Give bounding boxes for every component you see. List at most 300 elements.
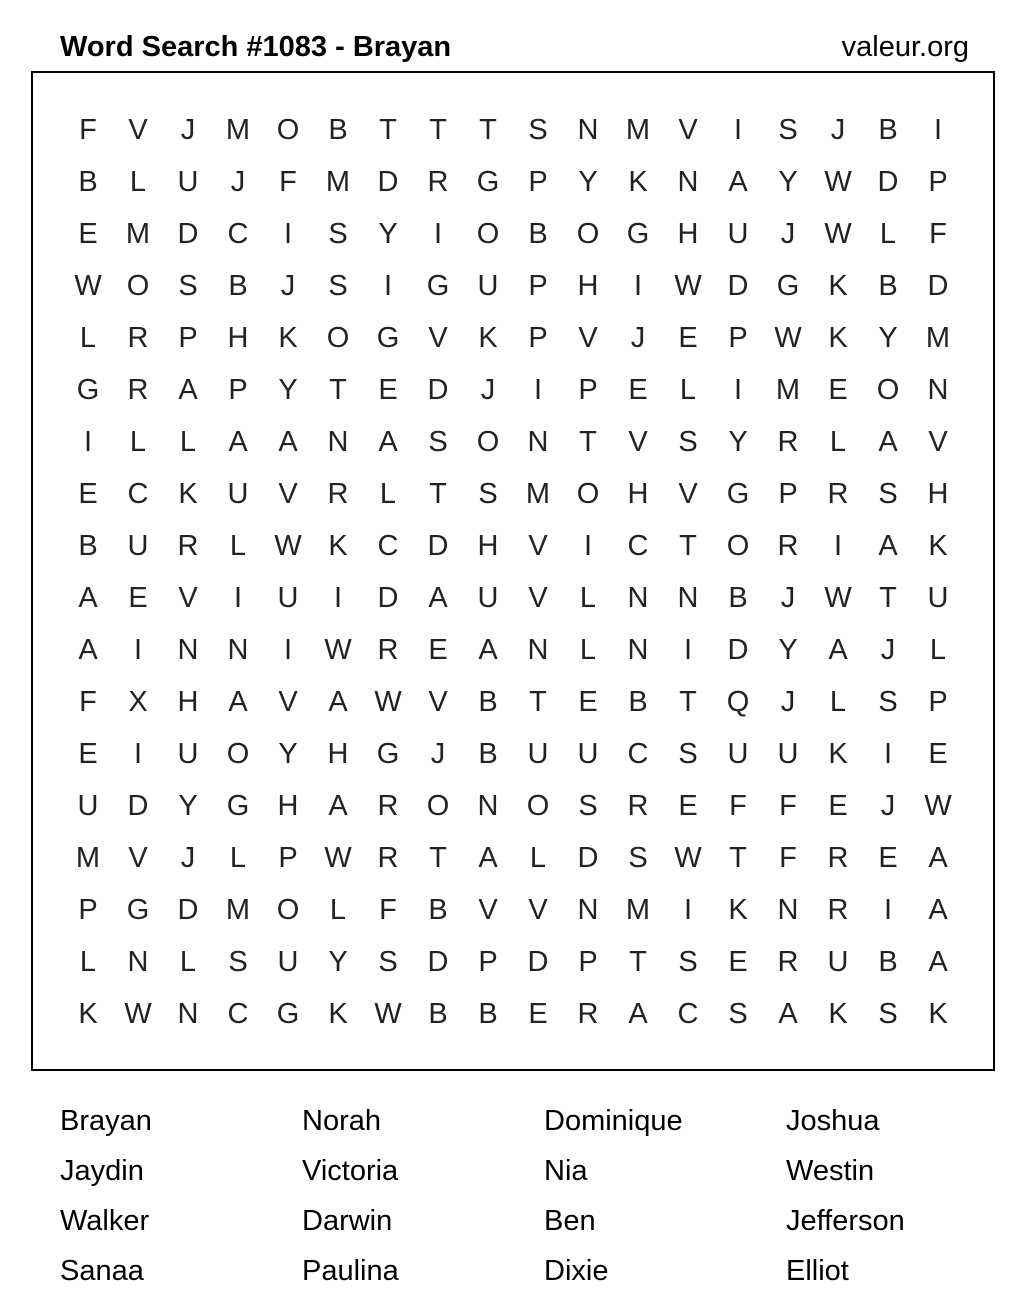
grid-letter[interactable]: X: [128, 686, 148, 718]
grid-letter[interactable]: F: [779, 842, 797, 874]
grid-letter[interactable]: H: [627, 478, 649, 510]
grid-letter[interactable]: V: [528, 894, 548, 926]
grid-letter[interactable]: H: [327, 738, 349, 770]
grid-letter[interactable]: P: [578, 946, 598, 978]
grid-letter[interactable]: S: [528, 114, 548, 146]
grid-letter[interactable]: J: [780, 218, 796, 250]
grid-letter[interactable]: R: [777, 530, 799, 562]
grid-letter[interactable]: U: [227, 478, 249, 510]
grid-letter[interactable]: K: [828, 322, 848, 354]
grid-letter[interactable]: L: [379, 478, 397, 510]
grid-letter[interactable]: T: [629, 946, 647, 978]
grid-letter[interactable]: N: [677, 582, 699, 614]
grid-letter[interactable]: L: [179, 426, 197, 458]
grid-letter[interactable]: S: [678, 426, 698, 458]
grid-letter[interactable]: A: [878, 530, 898, 562]
grid-letter[interactable]: L: [129, 166, 147, 198]
grid-letter[interactable]: A: [778, 998, 798, 1030]
grid-letter[interactable]: U: [577, 738, 599, 770]
grid-letter[interactable]: R: [827, 478, 849, 510]
grid-letter[interactable]: O: [476, 426, 500, 458]
grid-letter[interactable]: N: [577, 894, 599, 926]
grid-letter[interactable]: D: [527, 946, 549, 978]
grid-letter[interactable]: F: [279, 166, 297, 198]
grid-letter[interactable]: G: [726, 478, 750, 510]
grid-letter[interactable]: B: [428, 998, 448, 1030]
grid-letter[interactable]: L: [929, 634, 947, 666]
grid-letter[interactable]: W: [674, 842, 702, 874]
grid-letter[interactable]: M: [125, 218, 151, 250]
grid-letter[interactable]: S: [478, 478, 498, 510]
grid-letter[interactable]: I: [733, 114, 743, 146]
grid-letter[interactable]: D: [427, 530, 449, 562]
grid-letter[interactable]: I: [883, 738, 893, 770]
grid-letter[interactable]: E: [128, 582, 148, 614]
grid-letter[interactable]: V: [428, 322, 448, 354]
grid-letter[interactable]: B: [528, 218, 548, 250]
grid-letter[interactable]: I: [433, 218, 443, 250]
grid-letter[interactable]: O: [876, 374, 900, 406]
grid-letter[interactable]: V: [528, 530, 548, 562]
grid-letter[interactable]: C: [127, 478, 149, 510]
grid-letter[interactable]: W: [824, 166, 852, 198]
grid-letter[interactable]: B: [878, 946, 898, 978]
grid-letter[interactable]: D: [727, 634, 749, 666]
grid-letter[interactable]: R: [377, 842, 399, 874]
grid-letter[interactable]: O: [426, 790, 450, 822]
grid-letter[interactable]: P: [478, 946, 498, 978]
grid-letter[interactable]: L: [179, 946, 197, 978]
grid-letter[interactable]: O: [526, 790, 550, 822]
grid-letter[interactable]: V: [528, 582, 548, 614]
grid-letter[interactable]: V: [928, 426, 948, 458]
grid-letter[interactable]: V: [278, 478, 298, 510]
grid-letter[interactable]: I: [583, 530, 593, 562]
grid-letter[interactable]: D: [177, 894, 199, 926]
grid-letter[interactable]: S: [578, 790, 598, 822]
grid-letter[interactable]: E: [78, 218, 98, 250]
grid-letter[interactable]: I: [333, 582, 343, 614]
grid-letter[interactable]: O: [726, 530, 750, 562]
grid-letter[interactable]: J: [480, 374, 496, 406]
grid-letter[interactable]: N: [527, 634, 549, 666]
grid-letter[interactable]: T: [429, 478, 447, 510]
grid-letter[interactable]: I: [283, 634, 293, 666]
grid-letter[interactable]: M: [325, 166, 351, 198]
grid-letter[interactable]: A: [228, 686, 248, 718]
grid-letter[interactable]: O: [576, 478, 600, 510]
grid-letter[interactable]: R: [777, 946, 799, 978]
grid-letter[interactable]: D: [127, 790, 149, 822]
grid-letter[interactable]: S: [178, 270, 198, 302]
grid-letter[interactable]: R: [777, 426, 799, 458]
grid-letter[interactable]: E: [728, 946, 748, 978]
grid-letter[interactable]: N: [927, 374, 949, 406]
grid-letter[interactable]: I: [133, 634, 143, 666]
grid-letter[interactable]: M: [525, 478, 551, 510]
grid-letter[interactable]: G: [626, 218, 650, 250]
grid-letter[interactable]: L: [529, 842, 547, 874]
grid-letter[interactable]: I: [683, 894, 693, 926]
grid-letter[interactable]: S: [378, 946, 398, 978]
grid-letter[interactable]: J: [180, 114, 196, 146]
grid-letter[interactable]: B: [728, 582, 748, 614]
grid-letter[interactable]: C: [677, 998, 699, 1030]
grid-letter[interactable]: W: [374, 998, 402, 1030]
grid-letter[interactable]: C: [377, 530, 399, 562]
grid-letter[interactable]: M: [225, 114, 251, 146]
grid-letter[interactable]: L: [79, 946, 97, 978]
grid-letter[interactable]: I: [83, 426, 93, 458]
grid-letter[interactable]: E: [678, 790, 698, 822]
grid-letter[interactable]: N: [527, 426, 549, 458]
grid-letter[interactable]: A: [328, 790, 348, 822]
grid-letter[interactable]: B: [878, 270, 898, 302]
grid-letter[interactable]: U: [827, 946, 849, 978]
grid-letter[interactable]: L: [829, 686, 847, 718]
grid-letter[interactable]: S: [628, 842, 648, 874]
grid-letter[interactable]: R: [127, 322, 149, 354]
grid-letter[interactable]: E: [428, 634, 448, 666]
grid-letter[interactable]: D: [577, 842, 599, 874]
grid-letter[interactable]: F: [779, 790, 797, 822]
grid-letter[interactable]: I: [733, 374, 743, 406]
grid-letter[interactable]: Y: [878, 322, 898, 354]
grid-letter[interactable]: O: [226, 738, 250, 770]
grid-letter[interactable]: W: [774, 322, 802, 354]
grid-letter[interactable]: N: [177, 634, 199, 666]
grid-letter[interactable]: R: [127, 374, 149, 406]
grid-letter[interactable]: P: [778, 478, 798, 510]
grid-letter[interactable]: S: [328, 218, 348, 250]
grid-letter[interactable]: C: [627, 738, 649, 770]
grid-letter[interactable]: A: [178, 374, 198, 406]
grid-letter[interactable]: S: [228, 946, 248, 978]
grid-letter[interactable]: F: [929, 218, 947, 250]
grid-letter[interactable]: T: [679, 530, 697, 562]
grid-letter[interactable]: V: [278, 686, 298, 718]
grid-letter[interactable]: N: [627, 634, 649, 666]
grid-letter[interactable]: L: [229, 530, 247, 562]
grid-letter[interactable]: V: [128, 114, 148, 146]
grid-letter[interactable]: N: [777, 894, 799, 926]
grid-letter[interactable]: E: [828, 790, 848, 822]
grid-letter[interactable]: G: [476, 166, 500, 198]
grid-letter[interactable]: W: [324, 842, 352, 874]
grid-letter[interactable]: U: [177, 738, 199, 770]
grid-letter[interactable]: V: [478, 894, 498, 926]
grid-letter[interactable]: K: [78, 998, 98, 1030]
grid-letter[interactable]: G: [376, 738, 400, 770]
grid-letter[interactable]: B: [228, 270, 248, 302]
grid-letter[interactable]: L: [829, 426, 847, 458]
grid-letter[interactable]: Y: [378, 218, 398, 250]
grid-letter[interactable]: A: [478, 842, 498, 874]
grid-letter[interactable]: A: [928, 946, 948, 978]
grid-letter[interactable]: U: [477, 582, 499, 614]
grid-letter[interactable]: N: [477, 790, 499, 822]
grid-letter[interactable]: P: [578, 374, 598, 406]
grid-letter[interactable]: B: [478, 738, 498, 770]
grid-letter[interactable]: U: [77, 790, 99, 822]
grid-letter[interactable]: T: [879, 582, 897, 614]
grid-letter[interactable]: W: [274, 530, 302, 562]
grid-letter[interactable]: R: [177, 530, 199, 562]
grid-letter[interactable]: I: [933, 114, 943, 146]
grid-letter[interactable]: G: [776, 270, 800, 302]
grid-letter[interactable]: A: [628, 998, 648, 1030]
grid-letter[interactable]: N: [677, 166, 699, 198]
grid-letter[interactable]: K: [628, 166, 648, 198]
grid-letter[interactable]: T: [579, 426, 597, 458]
grid-letter[interactable]: U: [927, 582, 949, 614]
grid-letter[interactable]: A: [228, 426, 248, 458]
grid-letter[interactable]: S: [728, 998, 748, 1030]
grid-letter[interactable]: W: [124, 998, 152, 1030]
grid-letter[interactable]: K: [728, 894, 748, 926]
grid-letter[interactable]: M: [925, 322, 951, 354]
grid-letter[interactable]: A: [328, 686, 348, 718]
grid-letter[interactable]: I: [283, 218, 293, 250]
grid-letter[interactable]: B: [428, 894, 448, 926]
grid-letter[interactable]: B: [478, 998, 498, 1030]
grid-letter[interactable]: S: [428, 426, 448, 458]
grid-letter[interactable]: N: [177, 998, 199, 1030]
grid-letter[interactable]: L: [879, 218, 897, 250]
grid-letter[interactable]: I: [833, 530, 843, 562]
grid-letter[interactable]: B: [328, 114, 348, 146]
grid-letter[interactable]: A: [278, 426, 298, 458]
grid-letter[interactable]: F: [729, 790, 747, 822]
grid-letter[interactable]: A: [928, 842, 948, 874]
grid-letter[interactable]: J: [280, 270, 296, 302]
grid-letter[interactable]: U: [527, 738, 549, 770]
grid-letter[interactable]: D: [377, 166, 399, 198]
grid-letter[interactable]: F: [379, 894, 397, 926]
grid-letter[interactable]: N: [577, 114, 599, 146]
grid-letter[interactable]: R: [427, 166, 449, 198]
grid-letter[interactable]: B: [478, 686, 498, 718]
grid-letter[interactable]: G: [76, 374, 100, 406]
grid-letter[interactable]: V: [678, 114, 698, 146]
grid-letter[interactable]: L: [579, 582, 597, 614]
grid-letter[interactable]: K: [828, 270, 848, 302]
grid-letter[interactable]: F: [79, 114, 97, 146]
grid-letter[interactable]: L: [229, 842, 247, 874]
grid-letter[interactable]: Y: [778, 166, 798, 198]
grid-letter[interactable]: E: [578, 686, 598, 718]
grid-letter[interactable]: N: [627, 582, 649, 614]
grid-letter[interactable]: H: [277, 790, 299, 822]
grid-letter[interactable]: Y: [778, 634, 798, 666]
grid-letter[interactable]: T: [379, 114, 397, 146]
grid-letter[interactable]: P: [528, 322, 548, 354]
grid-letter[interactable]: R: [327, 478, 349, 510]
grid-letter[interactable]: L: [579, 634, 597, 666]
grid-letter[interactable]: I: [883, 894, 893, 926]
grid-letter[interactable]: O: [276, 894, 300, 926]
grid-letter[interactable]: D: [927, 270, 949, 302]
grid-letter[interactable]: P: [728, 322, 748, 354]
grid-letter[interactable]: K: [928, 998, 948, 1030]
grid-letter[interactable]: D: [177, 218, 199, 250]
grid-letter[interactable]: G: [276, 998, 300, 1030]
grid-letter[interactable]: U: [177, 166, 199, 198]
grid-letter[interactable]: Y: [278, 738, 298, 770]
grid-letter[interactable]: Y: [578, 166, 598, 198]
grid-letter[interactable]: S: [328, 270, 348, 302]
grid-letter[interactable]: V: [578, 322, 598, 354]
grid-letter[interactable]: A: [428, 582, 448, 614]
grid-letter[interactable]: J: [880, 634, 896, 666]
grid-letter[interactable]: G: [376, 322, 400, 354]
grid-letter[interactable]: S: [878, 998, 898, 1030]
grid-letter[interactable]: M: [225, 894, 251, 926]
grid-letter[interactable]: J: [780, 686, 796, 718]
grid-letter[interactable]: J: [830, 114, 846, 146]
grid-letter[interactable]: J: [780, 582, 796, 614]
grid-letter[interactable]: T: [729, 842, 747, 874]
grid-letter[interactable]: W: [924, 790, 952, 822]
grid-letter[interactable]: H: [677, 218, 699, 250]
grid-letter[interactable]: I: [683, 634, 693, 666]
grid-letter[interactable]: C: [227, 218, 249, 250]
grid-letter[interactable]: S: [678, 738, 698, 770]
grid-letter[interactable]: B: [78, 530, 98, 562]
grid-letter[interactable]: K: [478, 322, 498, 354]
grid-letter[interactable]: W: [824, 218, 852, 250]
grid-letter[interactable]: E: [528, 998, 548, 1030]
grid-letter[interactable]: I: [533, 374, 543, 406]
grid-letter[interactable]: L: [679, 374, 697, 406]
grid-letter[interactable]: M: [775, 374, 801, 406]
grid-letter[interactable]: U: [127, 530, 149, 562]
grid-letter[interactable]: T: [329, 374, 347, 406]
grid-letter[interactable]: B: [78, 166, 98, 198]
grid-letter[interactable]: H: [227, 322, 249, 354]
grid-letter[interactable]: J: [880, 790, 896, 822]
grid-letter[interactable]: A: [478, 634, 498, 666]
grid-letter[interactable]: K: [178, 478, 198, 510]
grid-letter[interactable]: J: [430, 738, 446, 770]
grid-letter[interactable]: I: [383, 270, 393, 302]
grid-letter[interactable]: I: [133, 738, 143, 770]
grid-letter[interactable]: C: [227, 998, 249, 1030]
grid-letter[interactable]: H: [177, 686, 199, 718]
grid-letter[interactable]: N: [227, 634, 249, 666]
grid-letter[interactable]: P: [78, 894, 98, 926]
grid-letter[interactable]: O: [276, 114, 300, 146]
grid-letter[interactable]: E: [78, 738, 98, 770]
grid-letter[interactable]: H: [477, 530, 499, 562]
grid-letter[interactable]: D: [427, 374, 449, 406]
grid-letter[interactable]: E: [878, 842, 898, 874]
grid-letter[interactable]: D: [377, 582, 399, 614]
grid-letter[interactable]: P: [928, 166, 948, 198]
grid-letter[interactable]: V: [128, 842, 148, 874]
grid-letter[interactable]: K: [328, 998, 348, 1030]
grid-letter[interactable]: O: [126, 270, 150, 302]
grid-letter[interactable]: W: [324, 634, 352, 666]
grid-letter[interactable]: E: [678, 322, 698, 354]
grid-letter[interactable]: O: [326, 322, 350, 354]
grid-letter[interactable]: T: [679, 686, 697, 718]
grid-letter[interactable]: T: [529, 686, 547, 718]
grid-letter[interactable]: R: [377, 790, 399, 822]
grid-letter[interactable]: I: [233, 582, 243, 614]
grid-letter[interactable]: V: [628, 426, 648, 458]
grid-letter[interactable]: R: [627, 790, 649, 822]
grid-letter[interactable]: S: [878, 686, 898, 718]
grid-letter[interactable]: W: [824, 582, 852, 614]
grid-letter[interactable]: A: [828, 634, 848, 666]
grid-letter[interactable]: B: [628, 686, 648, 718]
grid-letter[interactable]: N: [327, 426, 349, 458]
grid-letter[interactable]: I: [633, 270, 643, 302]
grid-letter[interactable]: E: [78, 478, 98, 510]
grid-letter[interactable]: D: [727, 270, 749, 302]
grid-letter[interactable]: O: [576, 218, 600, 250]
grid-letter[interactable]: T: [429, 114, 447, 146]
grid-letter[interactable]: M: [75, 842, 101, 874]
grid-letter[interactable]: Y: [728, 426, 748, 458]
grid-letter[interactable]: R: [827, 842, 849, 874]
grid-letter[interactable]: R: [577, 998, 599, 1030]
grid-letter[interactable]: U: [277, 946, 299, 978]
grid-letter[interactable]: W: [674, 270, 702, 302]
grid-letter[interactable]: E: [828, 374, 848, 406]
grid-letter[interactable]: H: [927, 478, 949, 510]
grid-letter[interactable]: R: [377, 634, 399, 666]
grid-letter[interactable]: L: [79, 322, 97, 354]
grid-letter[interactable]: T: [479, 114, 497, 146]
grid-letter[interactable]: K: [928, 530, 948, 562]
grid-letter[interactable]: P: [928, 686, 948, 718]
grid-letter[interactable]: L: [329, 894, 347, 926]
grid-letter[interactable]: K: [328, 530, 348, 562]
grid-letter[interactable]: T: [429, 842, 447, 874]
grid-letter[interactable]: H: [577, 270, 599, 302]
grid-letter[interactable]: P: [228, 374, 248, 406]
grid-letter[interactable]: V: [678, 478, 698, 510]
grid-letter[interactable]: M: [625, 114, 651, 146]
grid-letter[interactable]: F: [79, 686, 97, 718]
grid-letter[interactable]: J: [230, 166, 246, 198]
grid-letter[interactable]: S: [878, 478, 898, 510]
grid-letter[interactable]: S: [778, 114, 798, 146]
grid-letter[interactable]: R: [827, 894, 849, 926]
grid-letter[interactable]: L: [129, 426, 147, 458]
grid-letter[interactable]: N: [127, 946, 149, 978]
grid-letter[interactable]: W: [374, 686, 402, 718]
grid-letter[interactable]: P: [528, 166, 548, 198]
grid-letter[interactable]: K: [828, 998, 848, 1030]
grid-letter[interactable]: D: [427, 946, 449, 978]
grid-letter[interactable]: U: [777, 738, 799, 770]
grid-letter[interactable]: J: [630, 322, 646, 354]
grid-letter[interactable]: G: [426, 270, 450, 302]
grid-letter[interactable]: G: [126, 894, 150, 926]
grid-letter[interactable]: E: [628, 374, 648, 406]
grid-letter[interactable]: A: [378, 426, 398, 458]
grid-letter[interactable]: V: [178, 582, 198, 614]
grid-letter[interactable]: P: [278, 842, 298, 874]
grid-letter[interactable]: O: [476, 218, 500, 250]
grid-letter[interactable]: Y: [328, 946, 348, 978]
grid-letter[interactable]: Y: [278, 374, 298, 406]
grid-letter[interactable]: P: [178, 322, 198, 354]
grid-letter[interactable]: Y: [178, 790, 198, 822]
